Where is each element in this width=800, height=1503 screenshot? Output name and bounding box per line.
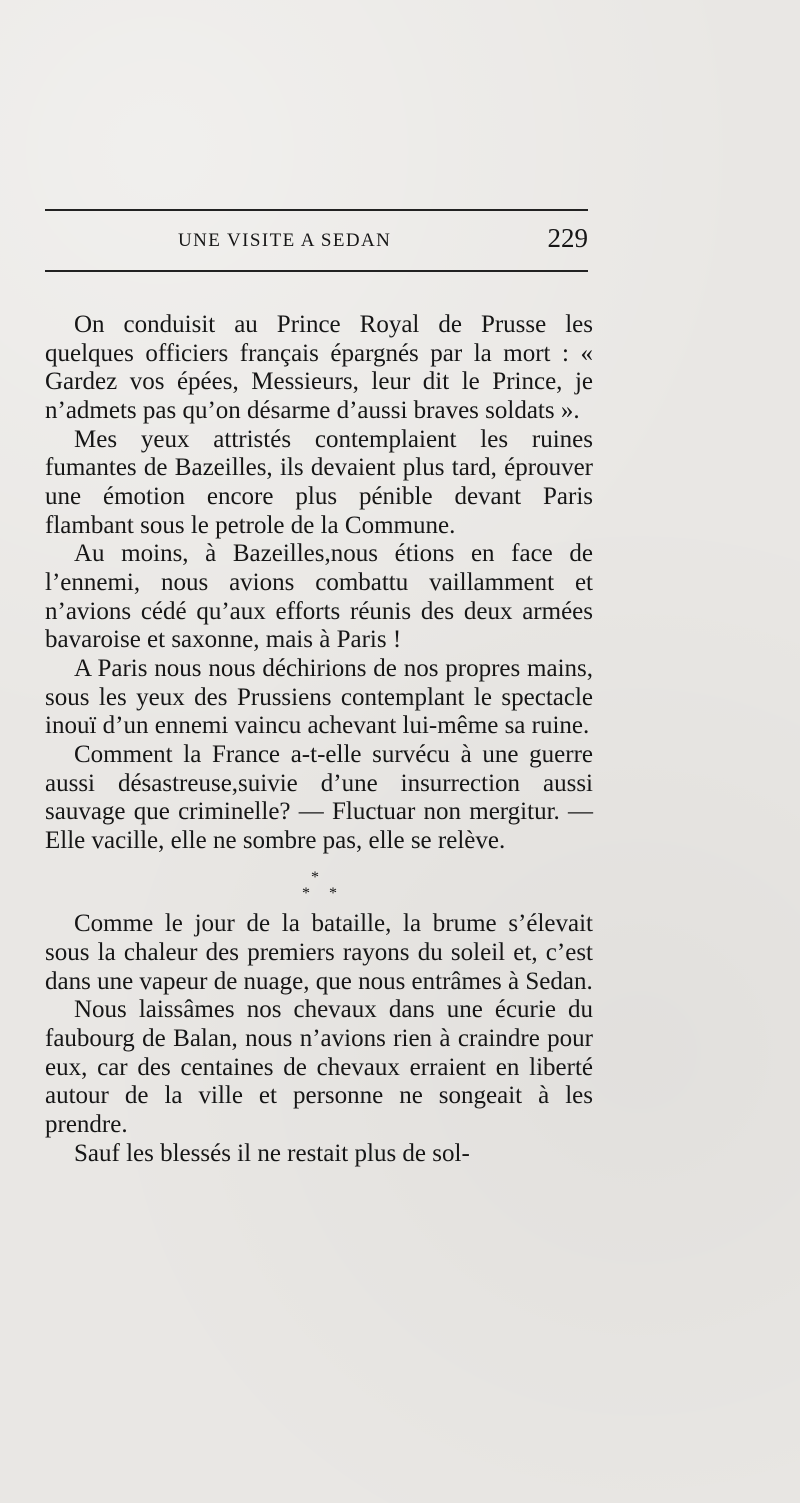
- separator-star: *: [329, 885, 337, 903]
- paragraph: Mes yeux attristés contemplaient les ruines fumantes de Bazeilles, ils devaient plus tard, éprouver une émotion encore plus pénible devant Paris flambant sous le petrole de la Commune.: [45, 425, 593, 539]
- separator-star: *: [311, 869, 319, 887]
- header-top-rule: [45, 209, 588, 211]
- running-head-title: UNE VISITE A SEDAN: [178, 230, 392, 251]
- section-separator: [45, 855, 593, 910]
- paragraph: Au moins, à Bazeilles,nous étions en face de l’ennemi, nous avions combattu vaillamment et n’avions cédé qu’aux efforts réunis des deux armées bavaroise et saxonne, mais à Paris !: [45, 540, 593, 654]
- header-bottom-rule: [45, 270, 588, 272]
- page-number: 229: [547, 223, 588, 253]
- paragraph: On conduisit au Prince Royal de Prusse les quelques officiers français épargnés par la mort : « Gardez vos épées, Messieurs, leur dit le Prince, je n’admets pas qu’on désarme d’aussi braves soldats ».: [45, 311, 593, 424]
- paragraph: Comment la France a-t-elle survécu à une guerre aussi désastreuse,suivie d’une insurrection aussi sauvage que criminelle? — Fluctuar non mergitur. — Elle vacille, elle ne sombre pas, elle se relève.: [45, 740, 593, 854]
- paragraph: A Paris nous nous déchirions de nos propres mains, sous les yeux des Prussiens contemplant le spectacle inouï d’un ennemi vaincu achevant lui-même sa ruine.: [45, 654, 593, 740]
- body-text: [45, 311, 593, 1168]
- paragraph: Nous laissâmes nos chevaux dans une écurie du faubourg de Balan, nous n’avions rien à craindre pour eux, car des centaines de chevaux erraient en liberté autour de la ville et personne ne songeait à les prendre.: [45, 996, 593, 1139]
- paragraph: Sauf les blessés il ne restait plus de sol-: [74, 1139, 470, 1167]
- paragraph: Comme le jour de la bataille, la brume s’élevait sous la chaleur des premiers rayons du soleil et, c’est dans une vapeur de nuage, que nous entrâmes à Sedan.: [45, 910, 593, 995]
- running-head: [45, 222, 588, 262]
- separator-star: *: [302, 885, 310, 903]
